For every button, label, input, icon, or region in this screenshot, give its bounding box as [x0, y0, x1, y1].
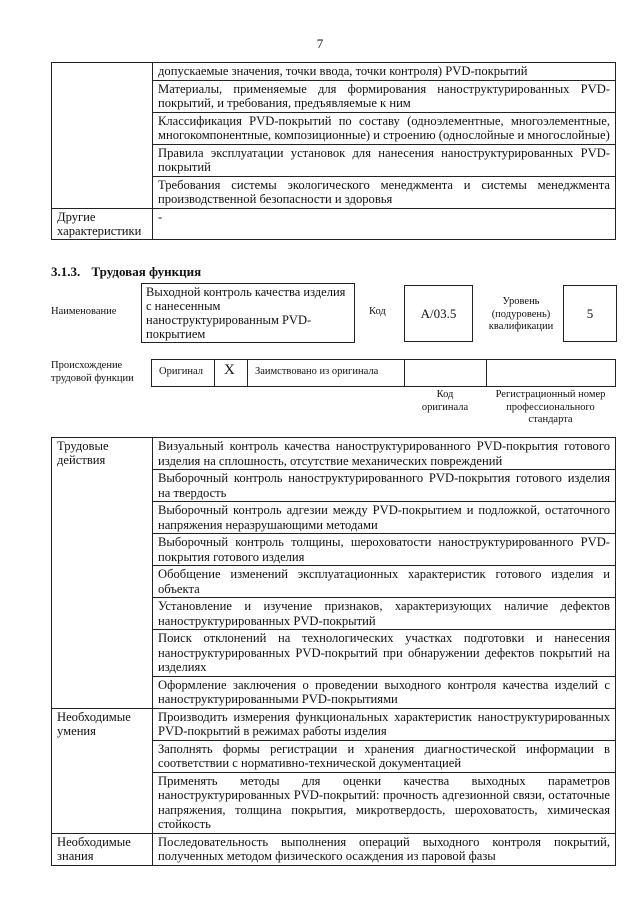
table-cell: Производить измерения функциональных характеристик наноструктурированных PVD-покрытий в режимах работы изделия	[153, 708, 616, 740]
name-label: Наименование	[51, 306, 117, 317]
section-heading	[51, 264, 201, 280]
table-row	[52, 208, 616, 239]
table-cell: Материалы, применяемые для формирования наноструктурированных PVD-покрытий, и требования, предъявляемые к ним	[153, 80, 616, 112]
table-cell: Требования системы экологического менеджмента и системы менеджмента производственной безопасности и здоровья	[153, 176, 616, 208]
table-row	[52, 708, 616, 740]
table-cell: Поиск отклонений на технологических участках подготовки и нанесения наноструктурированных PVD-покрытий при обнаружении дефектов покрытий на изделиях	[153, 630, 616, 677]
table-cell: Установление и изучение признаков, характеризующих наличие дефектов наноструктурированных PVD-покрытий	[153, 598, 616, 630]
code-original-caption: Код оригинала	[421, 389, 469, 413]
name-value: Выходной контроль качества изделия с нанесенным наноструктурированным PVD-покрытием	[146, 285, 346, 341]
row-label: Другие характеристики	[52, 208, 153, 239]
level-box	[563, 285, 617, 342]
origin-divider	[214, 359, 215, 386]
borrowed-label: Заимствовано из оригинала	[255, 366, 379, 377]
table-cell: Выборочный контроль толщины, шероховатости наноструктурированного PVD-покрытия готового изделия	[153, 534, 616, 566]
code-box	[404, 285, 473, 342]
original-label: Оригинал	[159, 366, 203, 377]
table-cell: Обобщение изменений эксплуатационных характеристик готового изделия и объекта	[153, 566, 616, 598]
section-number: 3.1.3.	[51, 264, 81, 279]
name-box	[141, 283, 355, 343]
group-label-actions: Трудовые действия	[52, 438, 153, 709]
table-cell: Правила эксплуатации установок для нанесения наноструктурированных PVD-покрытий	[153, 144, 616, 176]
table-cell: Выборочный контроль адгезии между PVD-покрытием и подложкой, остаточного напряжения неразрушающими методами	[153, 502, 616, 534]
table-row	[52, 63, 616, 81]
level-value: 5	[586, 306, 594, 321]
origin-divider	[486, 359, 487, 386]
table-cell: Заполнять формы регистрации и хранения диагностической информации в соответствии с нормативно-технической документацией	[153, 740, 616, 772]
table-cell: -	[153, 208, 616, 239]
table-cell: Оформление заключения о проведении выходного контроля качества изделий с наноструктурированными PVD-покрытиями	[153, 676, 616, 708]
table-cell: Классификация PVD-покрытий по составу (одноэлементные, многоэлементные, многокомпонентные, композиционные) и строению (однослойные и многослойные)	[153, 112, 616, 144]
original-mark: X	[224, 362, 235, 378]
table-cell: Визуальный контроль качества наноструктурированного PVD-покрытия готового изделия на сплошность, отсутствие механических повреждений	[153, 438, 616, 470]
table-cell: Последовательность выполнения операций выходного контроля покрытий, полученных методом физического осаждения из паровой фазы	[153, 833, 616, 865]
table-cell: допускаемые значения, точки ввода, точки контроля) PVD-покрытий	[153, 63, 616, 81]
labor-function-table	[51, 437, 616, 866]
table-cell: Выборочный контроль наноструктурированного PVD-покрытия готового изделия на твердость	[153, 470, 616, 502]
origin-label: Происхождение трудовой функции	[51, 360, 134, 384]
group-label-knowledge: Необходимые знания	[52, 833, 153, 865]
table-row	[52, 833, 616, 865]
code-label: Код	[369, 306, 386, 317]
level-label: Уровень (подуровень) квалификации	[488, 296, 554, 332]
code-value: A/03.5	[420, 306, 457, 321]
reg-number-caption: Регистрационный номер профессионального стандарта	[495, 389, 606, 425]
group-label-skills: Необходимые умения	[52, 708, 153, 833]
knowledge-table-continuation	[51, 62, 616, 240]
origin-divider	[404, 359, 405, 386]
origin-divider	[247, 359, 248, 386]
table-cell: Применять методы для оценки качества выходных параметров наноструктурированных PVD-покрытий: прочность адгезионной связи, остаточные напряжения, толщина покрытия, микротвердость, шероховатость, химическая стойкость	[153, 772, 616, 833]
row-label	[52, 63, 153, 209]
section-title: Трудовая функция	[91, 264, 202, 279]
table-row	[52, 438, 616, 470]
origin-row	[151, 359, 616, 387]
page-number: 7	[316, 36, 324, 51]
